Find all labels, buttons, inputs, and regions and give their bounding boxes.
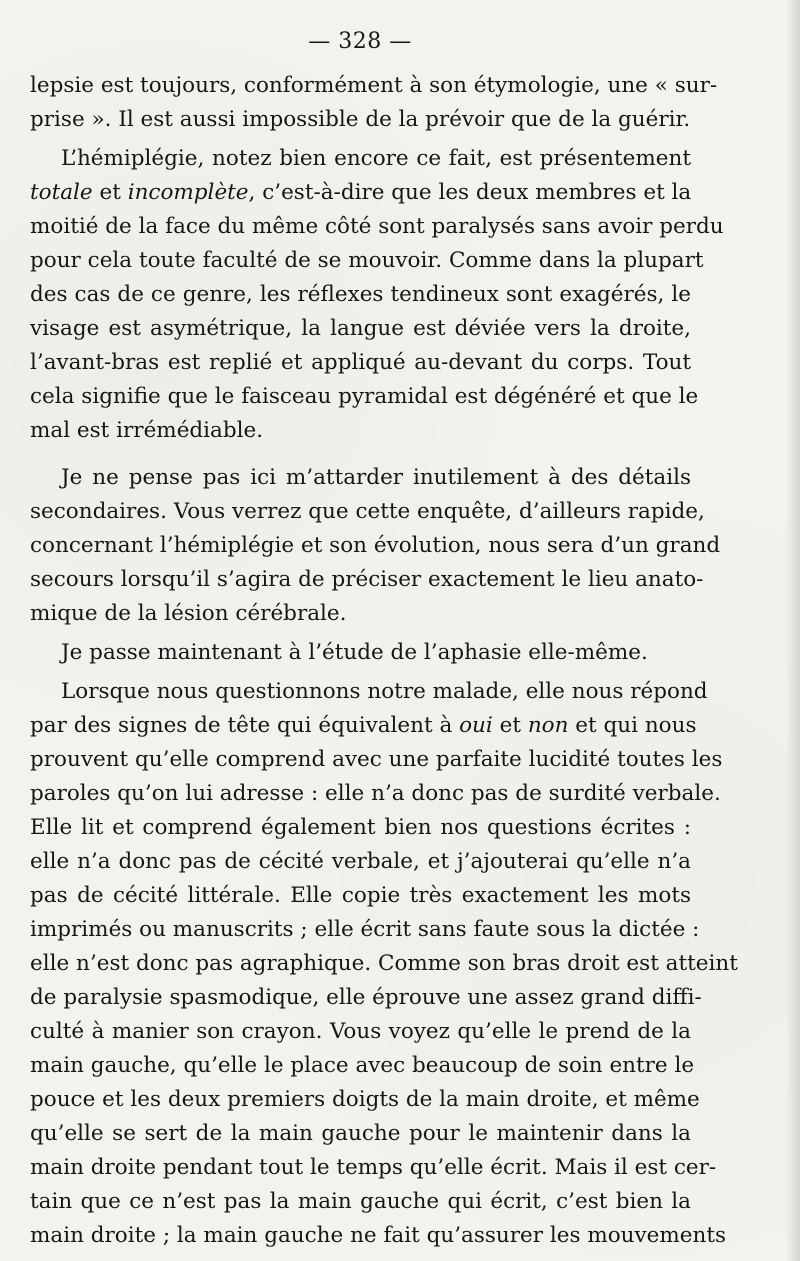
italic-term: totale (30, 180, 93, 205)
italic-term: non (527, 713, 569, 738)
text-line: Je passe maintenant à l’étude de l’aphasie elle-même. (61, 640, 648, 665)
text-line: des cas de ce genre, les réflexes tendineux sont exagérés, le (30, 282, 691, 307)
text-line: qu’elle se sert de la main gauche pour le maintenir dans la (30, 1121, 691, 1146)
text-line: tain que ce n’est pas la main gauche qui écrit, c’est bien la (30, 1189, 691, 1214)
text-line-with-italics: totale et incomplète, c’est-à-dire que les deux membres et la (30, 180, 692, 205)
text-line: main gauche, qu’elle le place avec beaucoup de soin entre le (30, 1053, 695, 1078)
paragraph-hemiplegia (30, 142, 724, 448)
text-line: moitié de la face du même côté sont paralysés sans avoir perdu (30, 214, 724, 239)
text-line: de paralysie spasmodique, elle éprouve une assez grand diffi- (30, 985, 702, 1010)
paragraph-epilepsy-continuation (30, 69, 718, 137)
text-line: pouce et les deux premiers doigts de la main droite, et même (30, 1087, 700, 1112)
text-line: Elle lit et comprend également bien nos questions écrites : (30, 815, 691, 840)
text-line: Je ne pense pas ici m’attarder inutilement à des détails (61, 465, 691, 490)
text-line: L’hémiplégie, notez bien encore ce fait, est présentement (61, 146, 691, 171)
paragraph-aphasia-study (30, 636, 691, 670)
text-line: elle n’est donc pas agraphique. Comme son bras droit est atteint (30, 951, 738, 976)
text-line: prouvent qu’elle comprend avec une parfaite lucidité toutes les (30, 747, 723, 772)
paragraph-secondary-details (30, 461, 721, 631)
text-line-with-italics: par des signes de tête qui équivalent à oui et non et qui nous (30, 713, 697, 738)
text-line: lepsie est toujours, conformément à son étymologie, une « sur- (30, 73, 718, 98)
text-line: imprimés ou manuscrits ; elle écrit sans faute sous la dictée : (30, 917, 700, 942)
text-line: paroles qu’on lui adresse : elle n’a donc pas de surdité verbale. (30, 781, 721, 806)
text-line: l’avant-bras est replié et appliqué au-devant du corps. Tout (30, 350, 691, 375)
text-line: elle n’a donc pas de cécité verbale, et j’ajouterai qu’elle n’a (30, 849, 691, 874)
text-line: culté à manier son crayon. Vous voyez qu’elle le prend de la (30, 1019, 691, 1044)
page-body-text (30, 69, 738, 1253)
paragraph-spacing (30, 448, 691, 461)
text-line: Lorsque nous questionnons notre malade, elle nous répond (61, 679, 708, 704)
text-line: secours lorsqu’il s’agira de préciser exactement le lieu anato- (30, 567, 704, 592)
italic-term: incomplète (127, 180, 249, 205)
text-line: mique de la lésion cérébrale. (30, 601, 347, 626)
paragraph-patient-questioning (30, 675, 738, 1253)
text-line: pour cela toute faculté de se mouvoir. Comme dans la plupart (30, 248, 704, 273)
text-line: main droite pendant tout le temps qu’elle écrit. Mais il est cer- (30, 1155, 717, 1180)
page-number: — 328 — (308, 29, 412, 54)
text-line: main droite ; la main gauche ne fait qu’assurer les mouvements (30, 1223, 727, 1248)
italic-term: oui (459, 713, 493, 738)
text-line: secondaires. Vous verrez que cette enquête, d’ailleurs rapide, (30, 499, 705, 524)
text-line: concernant l’hémiplégie et son évolution, nous sera d’un grand (30, 533, 721, 558)
text-line: mal est irrémédiable. (30, 418, 264, 443)
text-line: pas de cécité littérale. Elle copie très exactement les mots (30, 883, 691, 908)
text-line: visage est asymétrique, la langue est déviée vers la droite, (30, 316, 691, 341)
text-line: prise ». Il est aussi impossible de la prévoir que de la guérir. (30, 107, 691, 132)
text-line: cela signifie que le faisceau pyramidal est dégénéré et que le (30, 384, 699, 409)
